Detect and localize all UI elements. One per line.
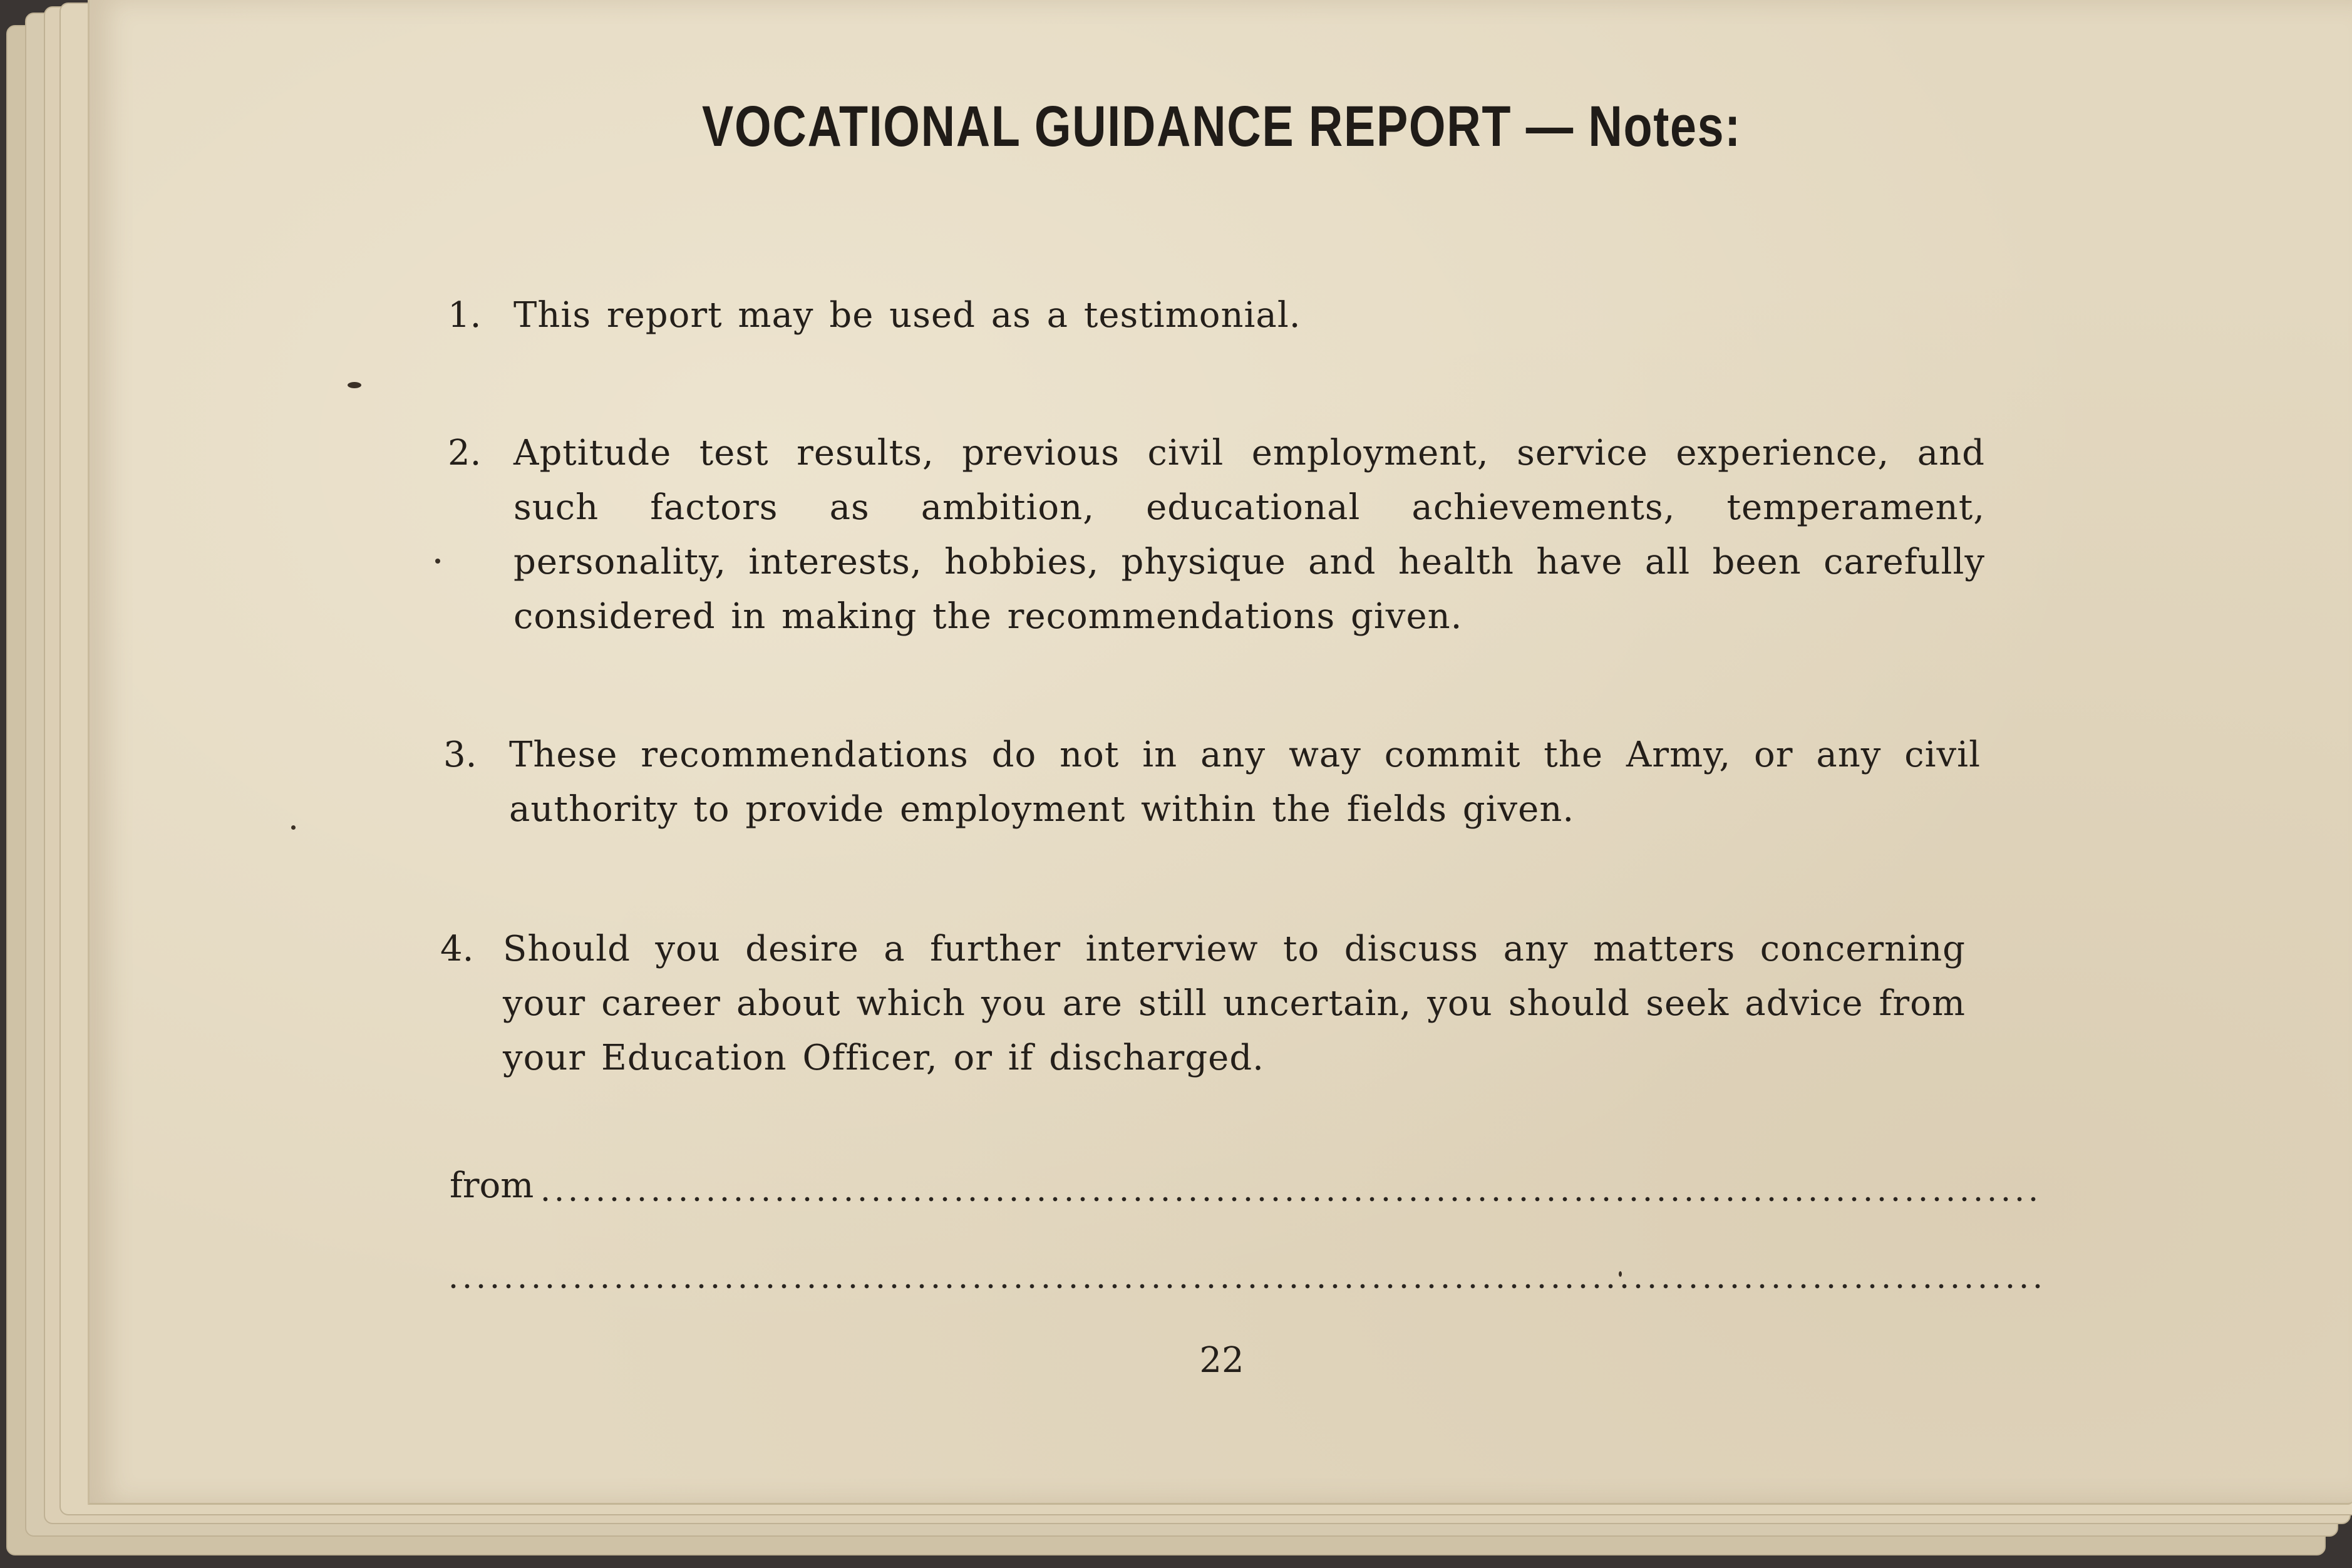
paper-speck xyxy=(435,559,440,564)
note-number: 4. xyxy=(440,929,474,969)
dotted-leader xyxy=(446,1284,2040,1289)
note-number: 2. xyxy=(448,433,482,473)
paper-speck xyxy=(291,825,296,830)
page-number: 22 xyxy=(1199,1340,1244,1381)
report-title: VOCATIONAL GUIDANCE REPORT — Notes: xyxy=(702,95,1741,158)
note-number: 1. xyxy=(448,295,482,336)
from-fill-in-line xyxy=(450,1158,2040,1213)
blank-fill-in-line xyxy=(446,1284,2040,1309)
note-text: These recommendations do not in any way commit the Army, or any civil authority to provide employment within the fields given. xyxy=(509,735,1981,830)
paper-speck xyxy=(348,382,361,388)
note-text: Aptitude test results, previous civil employment, service experience, and such factors as ambition, educational achievements, temperament, personality, interests, hobbies, physique and health have all been carefully considered in making the recommendations given. xyxy=(513,433,1985,637)
document-page xyxy=(88,0,2352,1505)
note-number: 3. xyxy=(443,735,477,775)
paper-speck xyxy=(1619,1271,1622,1277)
from-label: from xyxy=(450,1165,534,1206)
dotted-leader xyxy=(539,1197,2040,1202)
note-text: Should you desire a further interview to discuss any matters concerning your career about which you are still uncertain, you should seek advice from your Education Officer, or if discharged. xyxy=(503,929,1966,1078)
note-text: This report may be used as a testimonial. xyxy=(513,295,1301,336)
